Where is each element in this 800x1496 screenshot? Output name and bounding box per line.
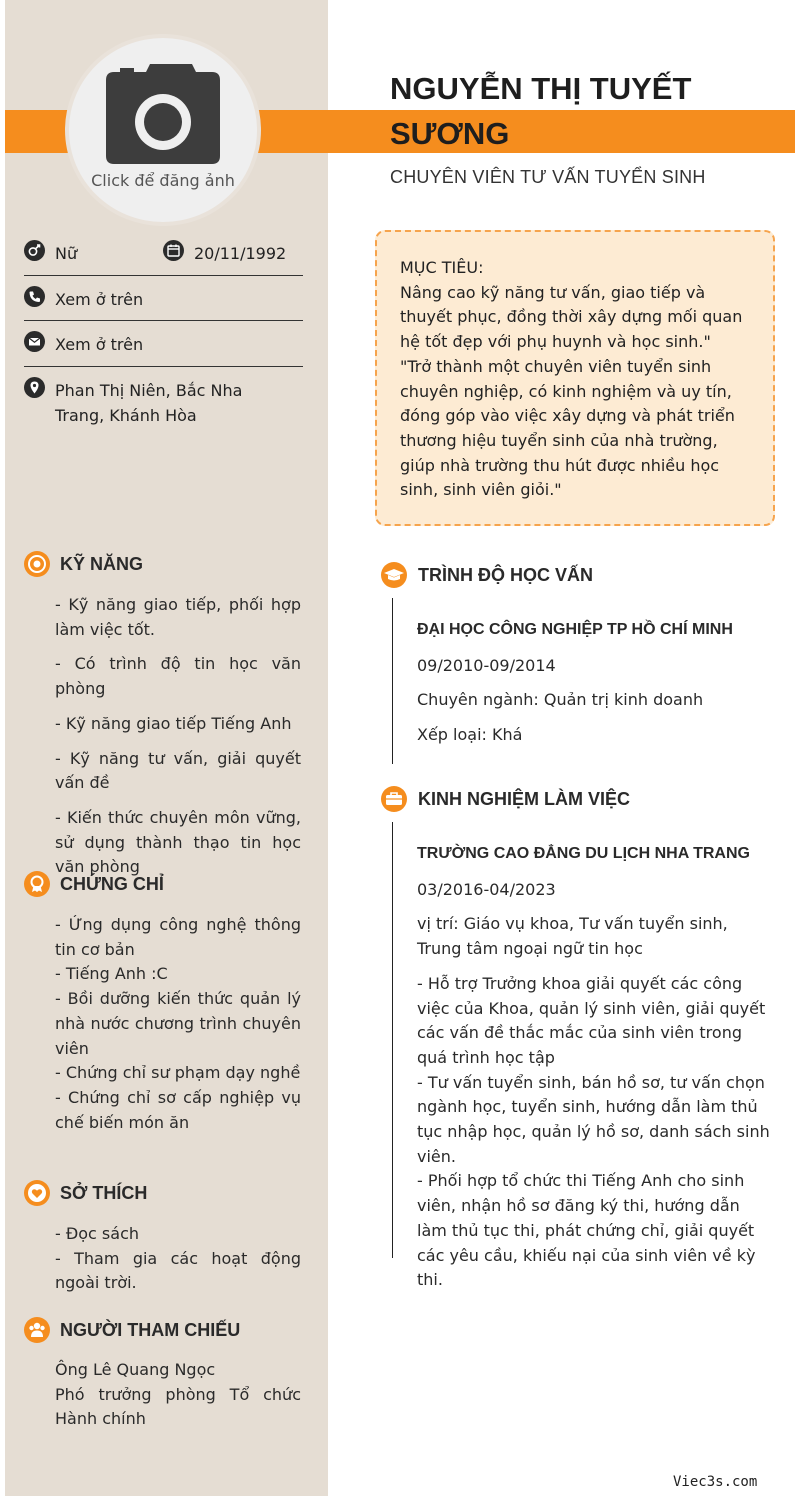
address-line-1: Phan Thị Niên, Bắc Nha [55, 381, 243, 400]
birthday-value: 20/11/1992 [194, 244, 287, 263]
list-item: - Kỹ năng giao tiếp Tiếng Anh [55, 713, 292, 733]
job-title: CHUYÊN VIÊN TƯ VẤN TUYỂN SINH [390, 167, 706, 187]
list-item: - Chứng chỉ sư phạm dạy nghề [55, 1063, 301, 1083]
briefcase-icon [380, 786, 408, 812]
list-item: - Tham gia các hoạt động ngoài trời. [55, 1248, 301, 1293]
skills-list [55, 593, 301, 890]
education-entry [417, 618, 772, 748]
list-item: - Kỹ năng tư vấn, giải quyết vấn đề [55, 748, 301, 793]
award-icon [24, 871, 50, 897]
email-icon [24, 331, 45, 352]
education-major: Chuyên ngành: Quản trị kinh doanh [417, 690, 704, 710]
references-content [55, 1358, 301, 1432]
list-item: - Bồi dưỡng kiến thức quản lý nhà nước chương trình chuyên viên [55, 989, 301, 1058]
objective-label: MỤC TIÊU: [400, 258, 484, 277]
list-item: - Có trình độ tin học văn phòng [55, 654, 301, 699]
graduation-cap-icon [380, 562, 408, 588]
heart-icon [24, 1180, 50, 1206]
address-row [24, 377, 303, 427]
company-name: TRƯỜNG CAO ĐẲNG DU LỊCH NHA TRANG [417, 845, 750, 862]
experience-duty: - Phối hợp tổ chức thi Tiếng Anh cho sinh viên, nhận hồ sơ đăng ký thi, hướng dẫn làm thủ tục thi, phát chứng chỉ, giải quyết các yêu cầu, khiếu nại của sinh viên về kỳ thi. [417, 1171, 756, 1290]
footer-brand: Viec3s.com [673, 1474, 758, 1490]
references-heading-label: NGƯỜI THAM CHIẾU [60, 1320, 241, 1340]
objective-text-1: Nâng cao kỹ năng tư vấn, giao tiếp và thuyết phục, đồng thời xây dựng mối quan hệ tốt đẹp với phụ huynh và học sinh." [400, 282, 743, 352]
avatar-upload-label: Click để đăng ảnh [91, 171, 235, 190]
camera-icon [106, 64, 220, 164]
reference-name: Ông Lê Quang Ngọc [55, 1360, 216, 1379]
certificates-heading-label: CHỨNG CHỈ [60, 874, 164, 894]
candidate-name [390, 66, 770, 156]
education-period: 09/2010-09/2014 [417, 655, 556, 675]
name-line-1: NGUYỄN THỊ TUYẾT [390, 71, 692, 106]
objective-text-2: "Trở thành một chuyên viên tuyển sinh chuyên nghiệp, có kinh nghiệm và uy tín, đóng góp vào việc xây dựng và phát triển thương hiệu tuyển sinh của nhà trường, giúp nhà trường thu hút được nhiều học sinh, sinh viên giỏi." [400, 356, 735, 500]
address-line-2: Trang, Khánh Hòa [55, 406, 197, 425]
hobbies-heading-label: SỞ THÍCH [60, 1183, 148, 1203]
timeline-line [392, 598, 393, 764]
list-item: - Tiếng Anh :C [55, 964, 168, 984]
list-item: - Đọc sách [55, 1224, 140, 1243]
list-item: - Kỹ năng giao tiếp, phối hợp làm việc tốt. [55, 595, 301, 639]
school-name: ĐẠI HỌC CÔNG NGHIỆP TP HỒ CHÍ MINH [417, 621, 733, 638]
skills-heading-label: KỸ NĂNG [60, 554, 144, 574]
experience-duty: - Tư vấn tuyển sinh, bán hồ sơ, tư vấn chọn ngành học, tuyển sinh, hướng dẫn làm thủ tục nhập học, quản lý hồ sơ, danh sách sinh viên. [417, 1072, 770, 1166]
reference-position: Phó trưởng phòng Tổ chức Hành chính [55, 1384, 301, 1429]
experience-duty: - Hỗ trợ Trưởng khoa giải quyết các công việc của Khoa, quản lý sinh viên, giải quyết các vấn đề thắc mắc của sinh viên trong quá trình học tập [417, 973, 766, 1067]
email-value: Xem ở trên [55, 335, 144, 354]
experience-period: 03/2016-04/2023 [417, 879, 556, 899]
target-icon [24, 551, 50, 577]
gender-icon [24, 240, 45, 261]
list-item: - Ứng dụng công nghệ thông tin cơ bản [55, 915, 301, 959]
phone-value: Xem ở trên [55, 290, 144, 309]
list-item: - Chứng chỉ sơ cấp nghiệp vụ chế biến món ăn [55, 1087, 301, 1132]
objective-box [375, 230, 775, 526]
experience-entry [417, 842, 772, 1293]
divider [24, 320, 303, 321]
divider [24, 366, 303, 367]
hobbies-list [55, 1222, 301, 1296]
name-line-2: SƯƠNG [390, 116, 510, 151]
divider [24, 275, 303, 276]
education-heading-label: TRÌNH ĐỘ HỌC VẤN [418, 565, 593, 585]
phone-icon [24, 286, 45, 307]
gender-value: Nữ [55, 244, 78, 263]
address-value [55, 378, 242, 428]
experience-position: vị trí: Giáo vụ khoa, Tư vấn tuyển sinh, Trung tâm ngoại ngữ tin học [417, 914, 728, 959]
calendar-icon [163, 240, 184, 261]
avatar-upload[interactable] [65, 34, 261, 226]
certificates-list [55, 913, 301, 1135]
education-rank: Xếp loại: Khá [417, 725, 523, 745]
timeline-line [392, 822, 393, 1258]
experience-heading-label: KINH NGHIỆM LÀM VIỆC [418, 789, 631, 809]
location-icon [24, 377, 45, 398]
people-icon [24, 1317, 50, 1343]
list-item: - Kiến thức chuyên môn vững, sử dụng thành thạo tin học văn phòng [55, 807, 301, 877]
